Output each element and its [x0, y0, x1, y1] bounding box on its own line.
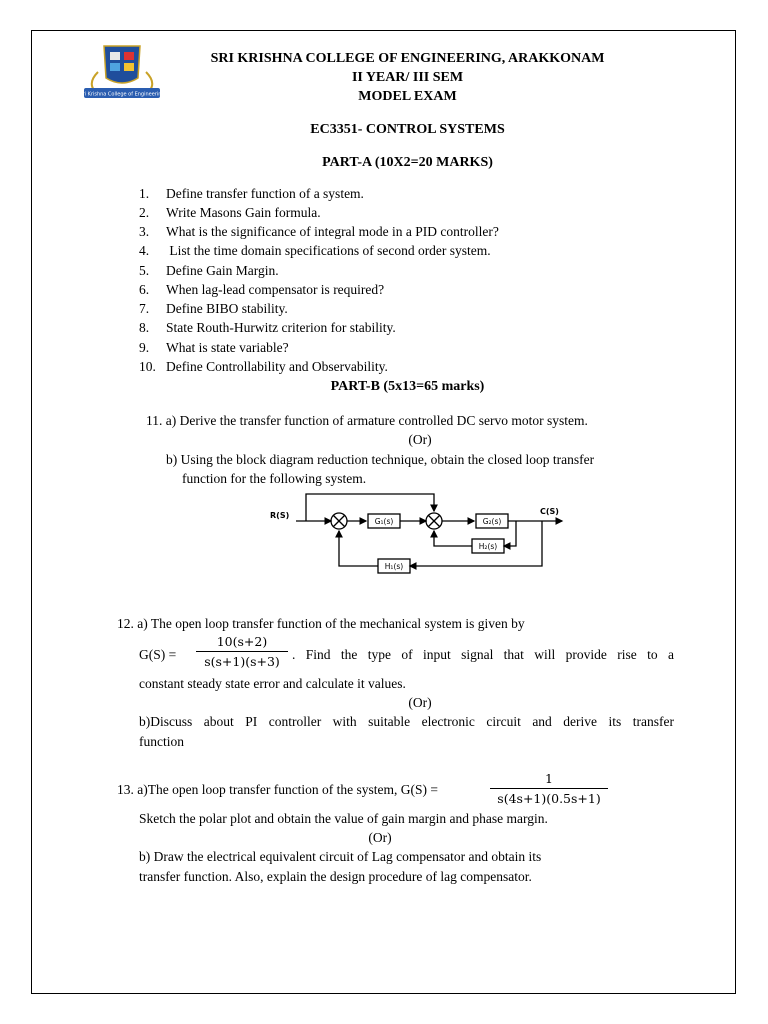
q12-denominator: s(s+1)(s+3)	[204, 654, 280, 669]
fraction-bar	[490, 788, 608, 789]
question-item	[139, 243, 491, 259]
college-name: SRI KRISHNA COLLEGE OF ENGINEERING, ARAKKONAM	[210, 51, 605, 66]
question-number: 10.	[139, 359, 156, 374]
q11-or: (Or)	[408, 432, 432, 447]
question-number: 7.	[139, 301, 150, 316]
block-h1: H₁(s)	[384, 562, 404, 571]
part-a-title: PART-A (10X2=20 MARKS)	[322, 155, 493, 170]
question-text: Define Controllability and Observability.	[166, 359, 388, 374]
question-item	[139, 263, 279, 279]
q13-part-a-line1: 13. a)The open loop transfer function of the system, G(S) =	[117, 782, 439, 797]
question-text: What is the significance of integral mode in a PID controller?	[166, 224, 499, 239]
question-text: When lag-lead compensator is required?	[166, 282, 385, 297]
question-number: 8.	[139, 320, 150, 335]
fraction-bar	[196, 651, 288, 652]
q11-part-b-line1: b) Using the block diagram reduction technique, obtain the closed loop transfer	[166, 452, 595, 467]
question-number: 1.	[139, 186, 150, 201]
q13-part-b-line2: transfer function. Also, explain the design procedure of lag compensator.	[139, 869, 532, 884]
block-g1: G₁(s)	[374, 517, 394, 526]
q12-transfer-function	[196, 634, 288, 669]
question-number: 4.	[139, 243, 150, 258]
q12-part-a-line3: constant steady state error and calculate it values.	[139, 676, 406, 691]
question-text: What is state variable?	[166, 340, 289, 355]
q13-or: (Or)	[368, 830, 392, 845]
q12-gs-label: G(S) =	[139, 647, 177, 662]
question-item	[139, 340, 289, 356]
course-title: EC3351- CONTROL SYSTEMS	[310, 122, 505, 137]
q12-part-a-line2: . Find the type of input signal that will provide rise to a	[292, 647, 674, 662]
question-item	[139, 301, 288, 317]
year-sem: II YEAR/ III SEM	[351, 70, 464, 85]
question-text: List the time domain specifications of second order system.	[166, 243, 491, 258]
question-item	[139, 224, 499, 240]
q12-part-b-line2: function	[139, 734, 184, 749]
question-number: 6.	[139, 282, 150, 297]
diagram-input-label: R(S)	[270, 511, 290, 520]
q13-denominator: s(4s+1)(0.5s+1)	[497, 791, 601, 806]
question-text: Write Masons Gain formula.	[166, 205, 321, 220]
block-diagram	[266, 488, 576, 574]
block-g2: G₂(s)	[482, 517, 502, 526]
question-number: 5.	[139, 263, 150, 278]
q13-part-b-line1: b) Draw the electrical equivalent circuit of Lag compensator and obtain its	[139, 849, 542, 864]
question-item	[139, 359, 388, 375]
question-item	[139, 320, 396, 336]
q12-part-a-line1: 12. a) The open loop transfer function of the mechanical system is given by	[117, 616, 525, 631]
question-number: 9.	[139, 340, 150, 355]
question-item	[139, 205, 321, 221]
exam-title: MODEL EXAM	[358, 89, 457, 104]
question-item	[139, 186, 364, 202]
diagram-output-label: C(S)	[540, 507, 559, 516]
block-h2: H₂(s)	[478, 542, 498, 551]
q12-numerator: 10(s+2)	[216, 634, 268, 649]
q12-or: (Or)	[408, 695, 432, 710]
q11-part-a: 11. a) Derive the transfer function of armature controlled DC servo motor system.	[146, 413, 588, 428]
question-text: Define Gain Margin.	[166, 263, 279, 278]
question-text: Define BIBO stability.	[166, 301, 288, 316]
question-item	[139, 282, 384, 298]
question-text: Define transfer function of a system.	[166, 186, 364, 201]
q11-part-b-line2: function for the following system.	[182, 471, 367, 486]
q13-transfer-function	[490, 771, 608, 806]
question-number: 2.	[139, 205, 150, 220]
question-number: 3.	[139, 224, 150, 239]
part-b-title: PART-B (5x13=65 marks)	[330, 379, 485, 394]
logo-banner-text: Sri Krishna College of Engineering	[80, 91, 164, 98]
q13-part-a-line2: Sketch the polar plot and obtain the value of gain margin and phase margin.	[139, 811, 548, 826]
question-text: State Routh-Hurwitz criterion for stability.	[166, 320, 396, 335]
q13-numerator: 1	[545, 771, 553, 786]
college-logo	[80, 42, 164, 102]
q12-part-b-line1: b)Discuss about PI controller with suitable electronic circuit and derive its transfer	[139, 714, 674, 729]
